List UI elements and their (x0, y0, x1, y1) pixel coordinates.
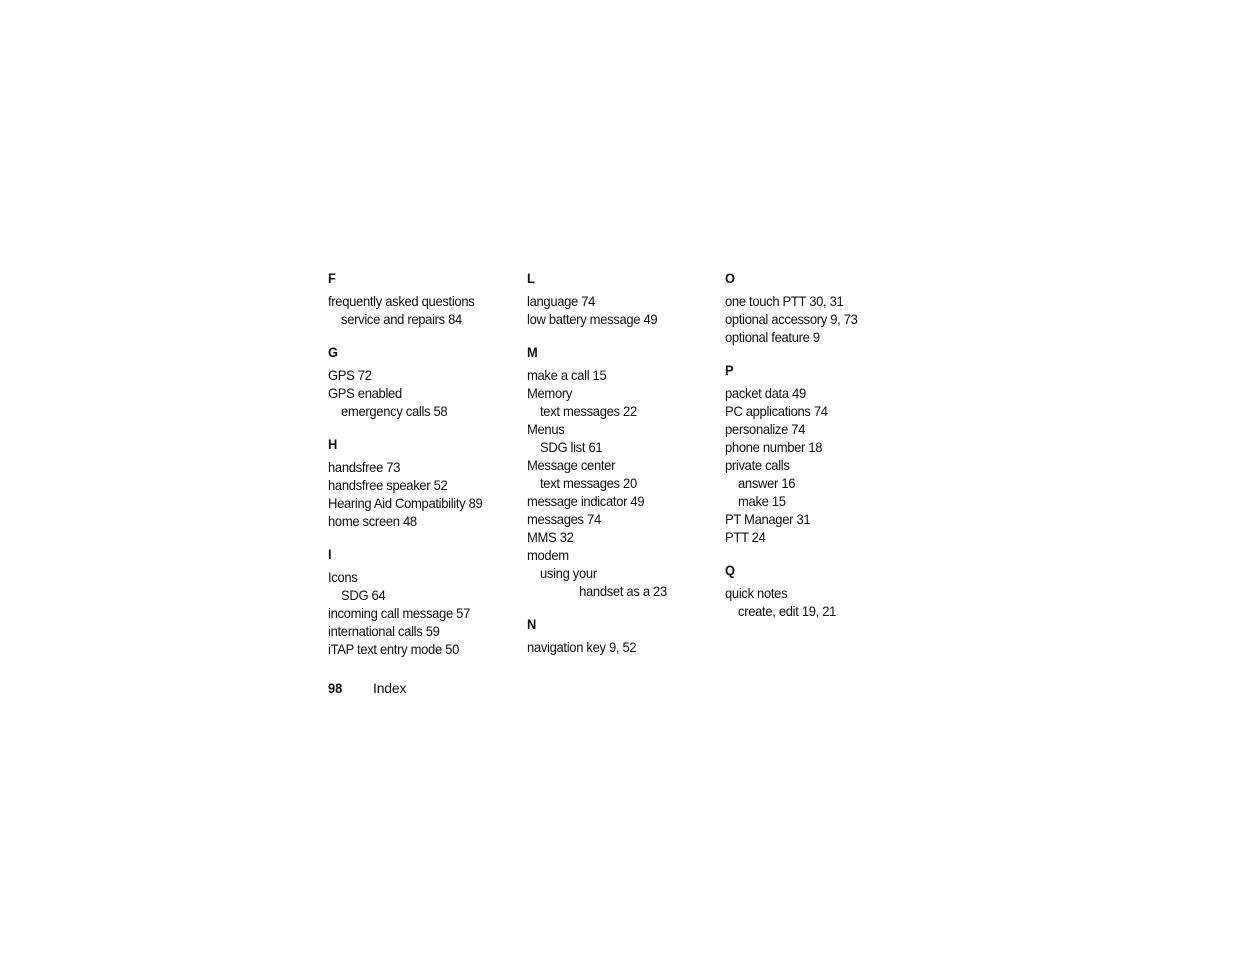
index-section (725, 268, 915, 346)
index-entry: personalize 74 (725, 421, 806, 437)
index-section (527, 268, 717, 328)
index-subentry: SDG list 61 (540, 439, 603, 455)
index-section (725, 560, 915, 620)
index-section (328, 544, 518, 658)
page-section-label: Index (373, 680, 407, 696)
index-entry: Message center (527, 457, 616, 473)
index-entry: packet data 49 (725, 385, 806, 401)
index-section (725, 360, 915, 546)
index-entry: low battery message 49 (527, 311, 658, 327)
index-subentry: service and repairs 84 (341, 311, 462, 327)
index-entry: PC applications 74 (725, 403, 828, 419)
index-entry: home screen 48 (328, 513, 417, 529)
index-entry: Menus (527, 421, 565, 437)
index-entry: optional feature 9 (725, 329, 820, 345)
index-entry: make a call 15 (527, 367, 607, 383)
index-subentry: create, edit 19, 21 (738, 603, 837, 619)
index-subentry: using your (540, 565, 597, 581)
section-letter: L (527, 270, 535, 286)
index-entry: optional accessory 9, 73 (725, 311, 858, 327)
index-subentry: handset as a 23 (579, 583, 667, 599)
index-entry: navigation key 9, 52 (527, 639, 637, 655)
index-section (328, 268, 518, 328)
index-entry: message indicator 49 (527, 493, 645, 509)
index-subentry: text messages 22 (540, 403, 637, 419)
section-letter: M (527, 344, 538, 360)
index-column-3 (725, 268, 915, 634)
index-entry: incoming call message 57 (328, 605, 470, 621)
index-entry: handsfree speaker 52 (328, 477, 448, 493)
index-entry: phone number 18 (725, 439, 823, 455)
index-subentry: make 15 (738, 493, 786, 509)
index-entry: Memory (527, 385, 573, 401)
index-entry: PTT 24 (725, 529, 766, 545)
index-section (527, 614, 717, 656)
index-entry: GPS enabled (328, 385, 402, 401)
index-column-1 (328, 268, 518, 672)
index-entry: MMS 32 (527, 529, 574, 545)
index-entry: private calls (725, 457, 790, 473)
index-entry: Icons (328, 569, 358, 585)
section-letter: P (725, 362, 734, 378)
section-letter: F (328, 270, 336, 286)
index-entry: PT Manager 31 (725, 511, 811, 527)
index-entry: iTAP text entry mode 50 (328, 641, 459, 657)
index-section (527, 342, 717, 600)
section-letter: H (328, 436, 338, 452)
section-letter: I (328, 546, 332, 562)
index-section (328, 342, 518, 420)
index-entry: Hearing Aid Compatibility 89 (328, 495, 483, 511)
index-subentry: answer 16 (738, 475, 796, 491)
index-subentry: text messages 20 (540, 475, 637, 491)
index-entry: GPS 72 (328, 367, 372, 383)
index-column-2 (527, 268, 717, 670)
index-entry: modem (527, 547, 569, 563)
section-letter: G (328, 344, 339, 360)
index-subentry: SDG 64 (341, 587, 386, 603)
index-entry: handsfree 73 (328, 459, 401, 475)
index-entry: one touch PTT 30, 31 (725, 293, 844, 309)
index-entry: international calls 59 (328, 623, 440, 639)
index-entry: quick notes (725, 585, 788, 601)
section-letter: Q (725, 562, 736, 578)
page-number: 98 (328, 680, 343, 696)
index-entry: language 74 (527, 293, 596, 309)
index-entry: messages 74 (527, 511, 601, 527)
index-entry: frequently asked questions (328, 293, 475, 309)
index-section (328, 434, 518, 530)
index-subentry: emergency calls 58 (341, 403, 448, 419)
page-footer (328, 679, 406, 697)
section-letter: O (725, 270, 736, 286)
section-letter: N (527, 616, 537, 632)
